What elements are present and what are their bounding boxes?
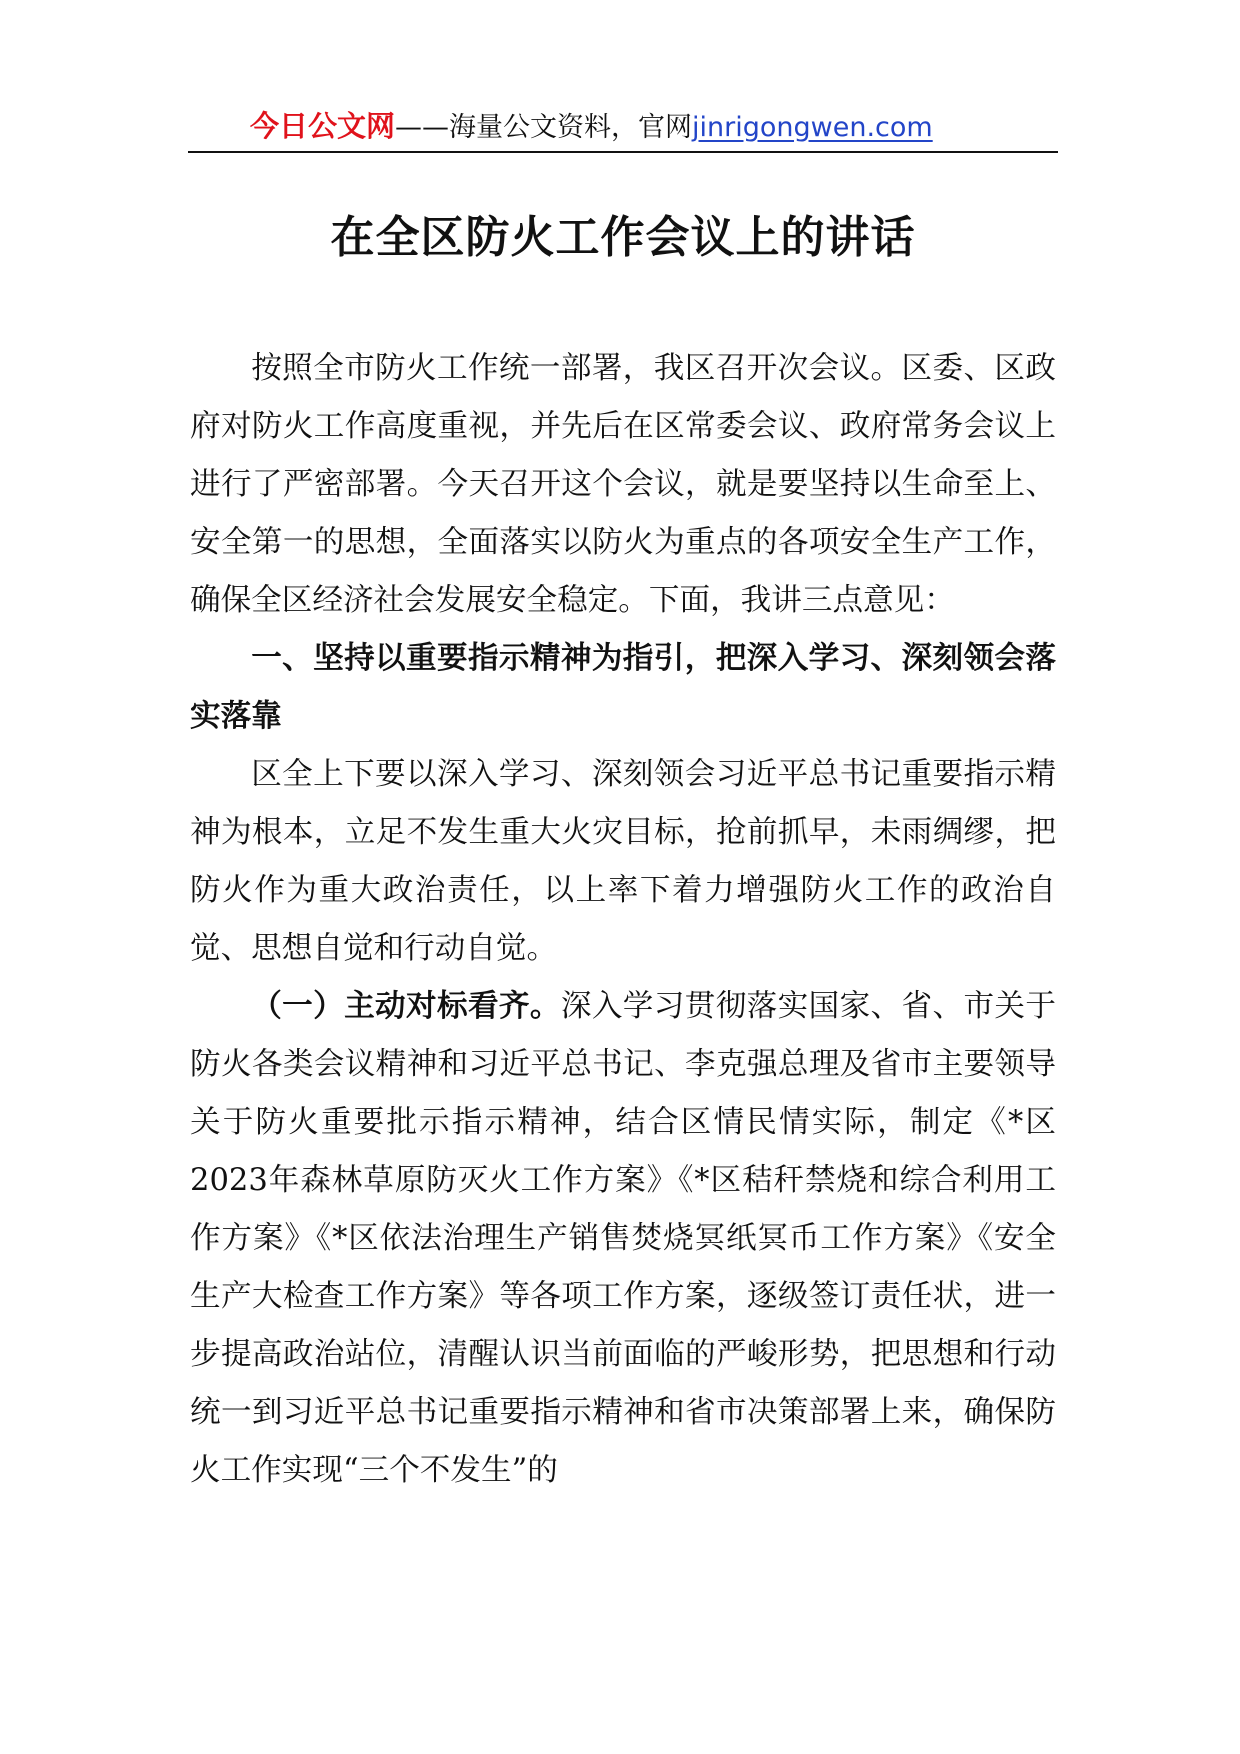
site-header [188,104,1056,150]
paragraph-sub-1 [190,978,1056,1500]
header-site-link[interactable]: jinrigongwen.com [692,112,933,143]
subparagraph-1-text: 深入学习贯彻落实国家、省、市关于防火各类会议精神和习近平总书记、李克强总理及省市主要领导关于防火重要批示指示精神，结合区情民情实际，制定《*区2023年森林草原防灭火工作方案》《*区秸秆禁烧和综合利用工作方案》《*区依法治理生产销售焚烧冥纸冥币工作方案》《安全生产大检查工作方案》等各项工作方案，逐级签订责任状，进一步提高政治站位，清醒认识当前面临的严峻形势，把思想和行动统一到习近平总书记重要指示精神和省市决策部署上来，确保防火工作实现“三个不发生”的 [190,989,1056,1488]
header-text [250,108,933,146]
section-heading-1: 一、坚持以重要指示精神为指引，把深入学习、深刻领会落实落靠 [190,641,1056,734]
document-body [190,340,1056,1500]
header-brand: 今日公文网 [250,109,396,143]
paragraph-2: 区全上下要以深入学习、深刻领会习近平总书记重要指示精神为根本，立足不发生重大火灾目标，抢前抓早，未雨绸缪，把防火作为重大政治责任，以上率下着力增强防火工作的政治自觉、思想自觉和行动自觉。 [190,757,1056,966]
document-title: 在全区防火工作会议上的讲话 [330,212,916,263]
subheading-1: （一）主动对标看齐。 [251,989,561,1024]
paragraph-intro: 按照全市防火工作统一部署，我区召开次会议。区委、区政府对防火工作高度重视，并先后在区常委会议、政府常务会议上进行了严密部署。今天召开这个会议，就是要坚持以生命至上、安全第一的思想，全面落实以防火为重点的各项安全生产工作，确保全区经济社会发展安全稳定。下面，我讲三点意见： [190,351,1056,618]
header-tagline: ——海量公文资料，官网 [395,112,693,143]
header-divider [188,151,1058,153]
